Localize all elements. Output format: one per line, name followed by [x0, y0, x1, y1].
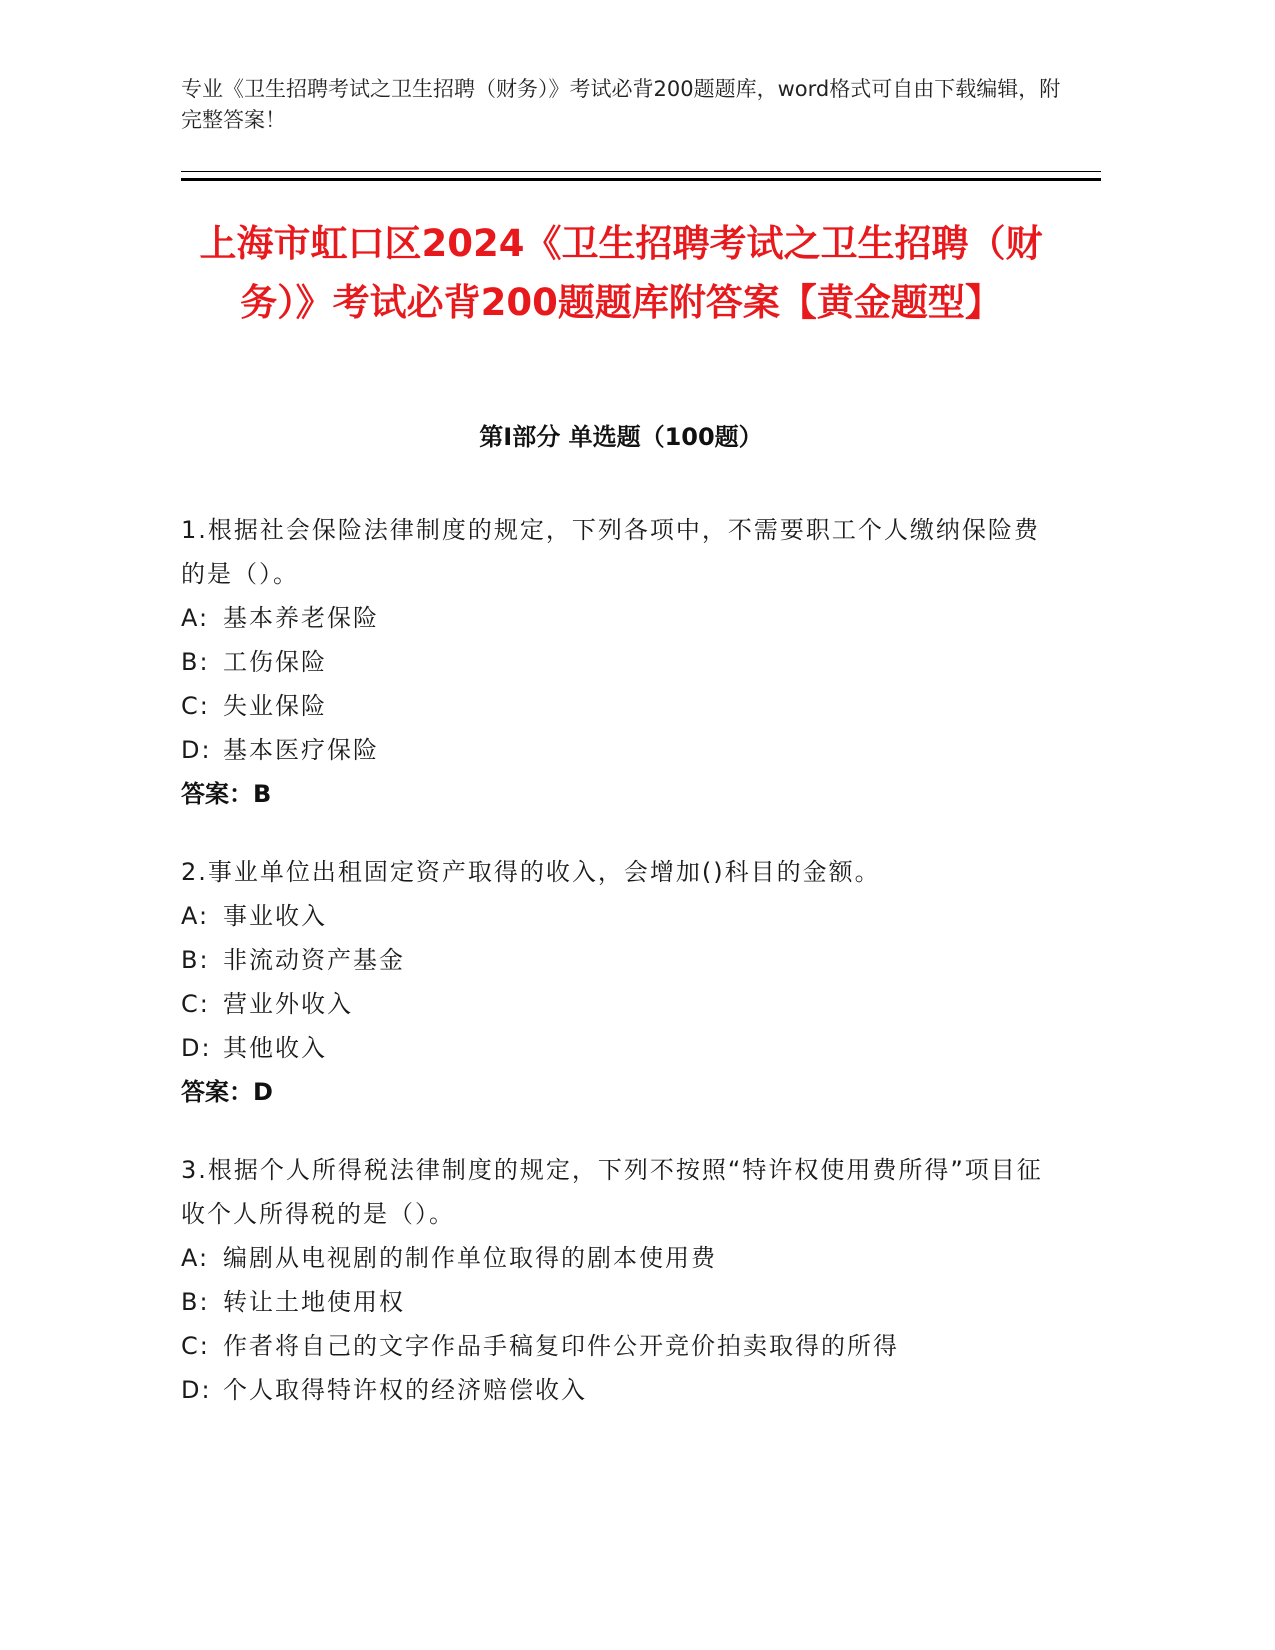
- option-d: [181, 728, 1061, 772]
- option-text: 非流动资产基金: [223, 946, 405, 974]
- header-note: 专业《卫生招聘考试之卫生招聘（财务）》考试必背200题题库，word格式可自由下载编辑，附完整答案！: [181, 77, 1061, 132]
- option-c: [181, 684, 1061, 728]
- option-d: [181, 1368, 1061, 1412]
- option-b: [181, 640, 1061, 684]
- header-rule-thick: [181, 178, 1101, 181]
- question-stem: 1.根据社会保险法律制度的规定，下列各项中，不需要职工个人缴纳保险费的是（）。: [181, 516, 1040, 588]
- option-letter: A:: [181, 604, 210, 632]
- option-text: 失业保险: [223, 692, 327, 720]
- option-letter: A:: [181, 1244, 210, 1272]
- option-text: 事业收入: [223, 902, 327, 930]
- option-c: [181, 1324, 1061, 1368]
- option-text: 编剧从电视剧的制作单位取得的剧本使用费: [223, 1244, 717, 1272]
- option-letter: D:: [181, 1034, 212, 1062]
- question-2: [181, 850, 1061, 1114]
- section-heading: 第Ⅰ部分 单选题（100题）: [479, 423, 763, 451]
- option-text: 营业外收入: [223, 990, 353, 1018]
- option-letter: B:: [181, 946, 210, 974]
- option-text: 工伤保险: [223, 648, 327, 676]
- option-letter: C:: [181, 1332, 210, 1360]
- option-text: 作者将自己的文字作品手稿复印件公开竞价拍卖取得的所得: [223, 1332, 899, 1360]
- option-text: 其他收入: [223, 1034, 327, 1062]
- option-a: [181, 894, 1061, 938]
- option-letter: D:: [181, 1376, 212, 1404]
- answer-line: 答案：B: [181, 780, 272, 808]
- question-stem: 2.事业单位出租固定资产取得的收入，会增加()科目的金额。: [181, 858, 881, 886]
- option-letter: B:: [181, 648, 210, 676]
- header-rule-thin: [181, 171, 1101, 172]
- option-letter: B:: [181, 1288, 210, 1316]
- question-stem: 3.根据个人所得税法律制度的规定，下列不按照“特许权使用费所得”项目征收个人所得税的是（）。: [181, 1156, 1043, 1228]
- question-1: [181, 508, 1061, 816]
- option-letter: C:: [181, 990, 210, 1018]
- option-a: [181, 596, 1061, 640]
- document-title: 上海市虹口区2024《卫生招聘考试之卫生招聘（财务）》考试必背200题题库附答案【黄金题型】: [199, 222, 1043, 324]
- option-text: 基本养老保险: [223, 604, 379, 632]
- option-text: 基本医疗保险: [223, 736, 379, 764]
- option-letter: D:: [181, 736, 212, 764]
- option-text: 转让土地使用权: [223, 1288, 405, 1316]
- option-c: [181, 982, 1061, 1026]
- option-d: [181, 1026, 1061, 1070]
- question-3: [181, 1148, 1061, 1412]
- option-b: [181, 1280, 1061, 1324]
- option-letter: A:: [181, 902, 210, 930]
- option-text: 个人取得特许权的经济赔偿收入: [223, 1376, 587, 1404]
- option-letter: C:: [181, 692, 210, 720]
- option-a: [181, 1236, 1061, 1280]
- answer-line: 答案：D: [181, 1078, 273, 1106]
- question-list: [181, 508, 1061, 1446]
- option-b: [181, 938, 1061, 982]
